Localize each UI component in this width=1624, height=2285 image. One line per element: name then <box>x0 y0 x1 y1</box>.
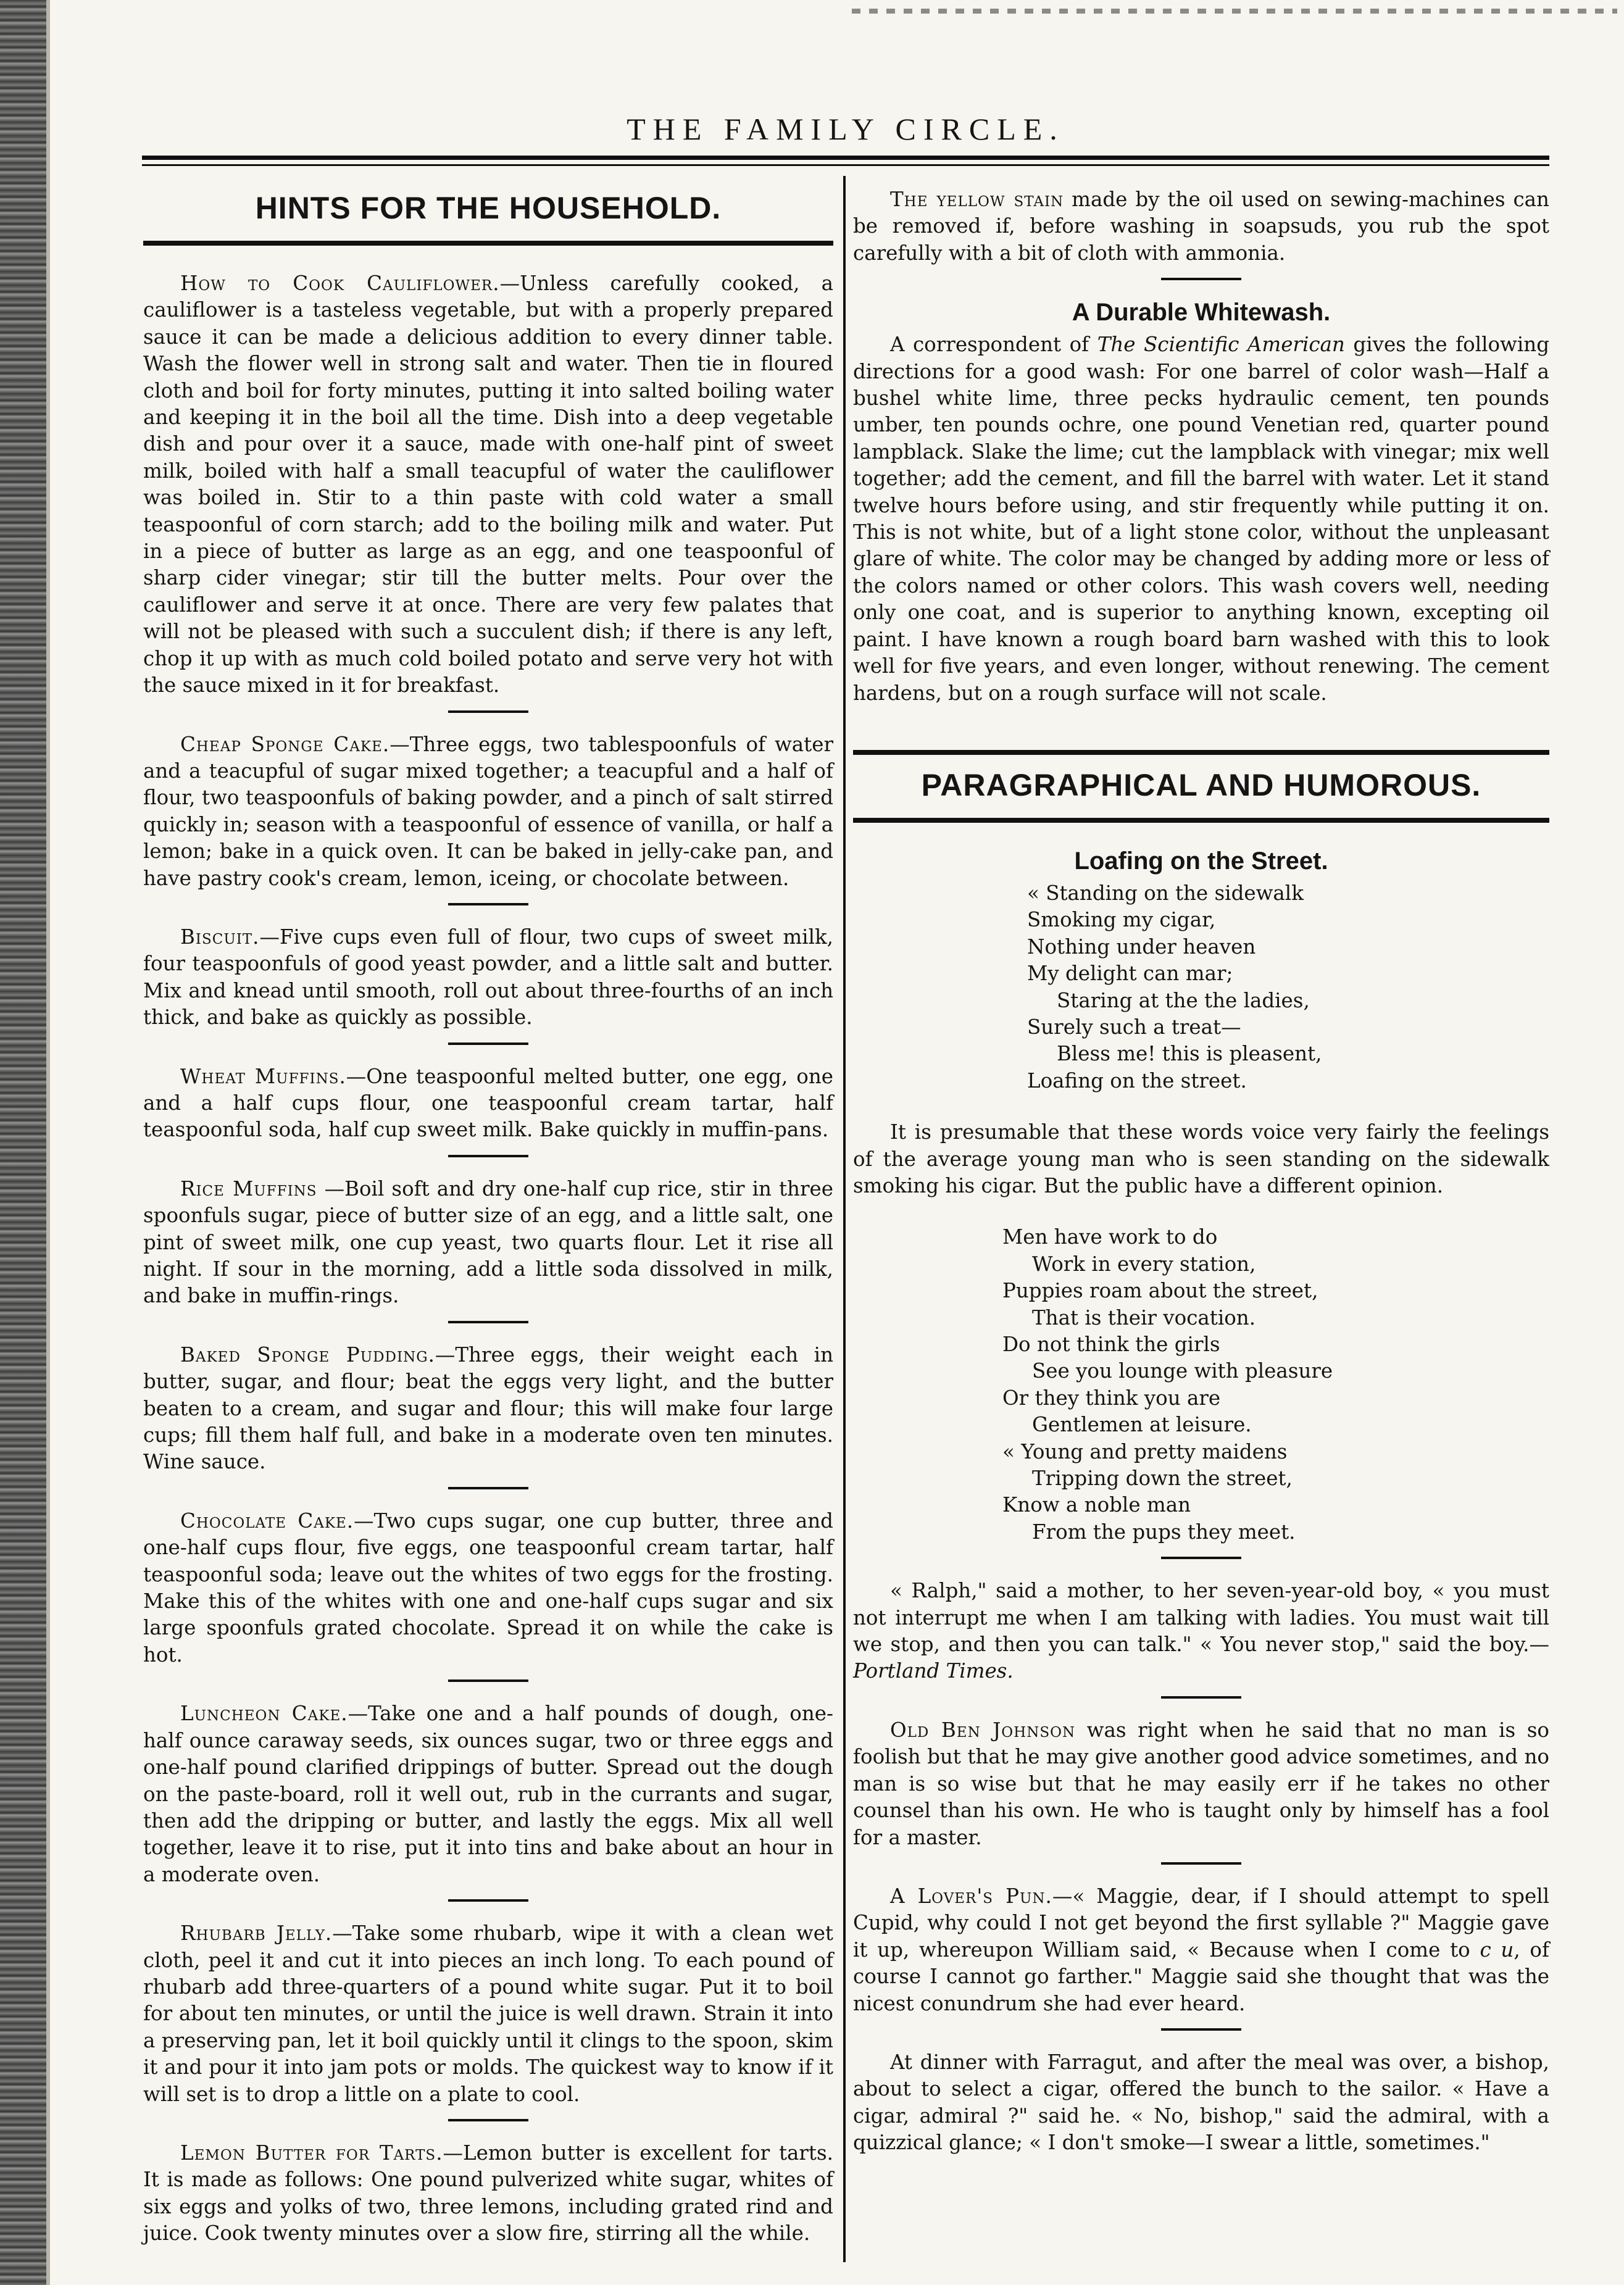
article-cauliflower: How to Cook Cauliflower.—Unless carefully cooked, a cauliflower is a tasteless vegetable, but with a properly prepared sauce it can be made a delicious addition to every dinner table. Wash the flower well in strong salt and water. Then tie in floured cloth and boil for forty minutes, putting it into salted boiling water and keeping it in the boil all the time. Dish into a deep vegetable dish and pour over it a sauce, made with one-half pint of sweet milk, boiled with half a small teacupful of water the cauliflower was boiled in. Stir to a thin paste with cold water a small teaspoonful of corn starch; add to the boiling milk and water. Put in a piece of butter as large as an egg, and one teaspoonful of sharp cider vinegar; stir till the butter melts. Pour over the cauliflower and serve it at once. There are very few palates that will not be pleased with such a succulent dish; if there is any left, chop it up with as much cold boiled potato and serve very hot with the sauce mixed in it for breakfast. <box>143 272 833 697</box>
poem-line: Surely such a treat— <box>1027 1015 1241 1039</box>
heading-rule <box>143 241 833 246</box>
separator <box>1161 1862 1241 1865</box>
article-ralph: « Ralph," said a mother, to her seven-year-old boy, « you must not interrupt me when I am talking with ladies. You must wait till we stop, and then you can talk." « You never stop," said the boy.—Portland Times. <box>853 1579 1549 1683</box>
separator <box>448 1679 528 1682</box>
heading-rule <box>853 818 1549 823</box>
separator <box>1161 1557 1241 1559</box>
poem-line: « Young and pretty maidens <box>1002 1439 1288 1463</box>
poem-line: Loafing on the street. <box>1027 1068 1247 1093</box>
article-sponge-pudding: Baked Sponge Pudding.—Three eggs, their weight each in butter, sugar, and flour; beat the eggs very light, and the butter beaten to a cream, and sugar and flour; this will make four large cups; fill them half full, and bake in a moderate oven ten minutes. Wine sauce. <box>143 1342 833 1474</box>
poem-line: Or they think you are <box>1002 1386 1221 1410</box>
masthead-rule-thin <box>142 164 1549 166</box>
article-farragut: At dinner with Farragut, and after the meal was over, a bishop, about to select a cigar, offered the bunch to the sailor. « Have a cigar, admiral ?" said he. « No, bishop," said the admiral, with a quizzical glance; « I don't smoke—I swear a little, sometimes." <box>853 2050 1549 2155</box>
poem-line: Staring at the the ladies, <box>1057 988 1310 1012</box>
separator <box>448 2119 528 2121</box>
separator <box>448 1899 528 1902</box>
section-heading-household: HINTS FOR THE HOUSEHOLD. <box>255 191 722 225</box>
poem-loafing <box>853 880 1549 1094</box>
article-biscuit: Biscuit.—Five cups even full of flour, two cups of sweet milk, four teaspoonfuls of good yeast powder, and a little salt and butter. Mix and knead until smooth, roll out about three-fourths of an inch thick, and bake as quickly as possible. <box>143 925 833 1030</box>
article-presumable: It is presumable that these words voice very fairly the feelings of the average young man who is seen standing on the sidewalk smoking his cigar. But the public have a different opinion. <box>853 1120 1549 1197</box>
article-whitewash: A correspondent of The Scientific American gives the following directions for a good wash: For one barrel of color wash—Half a bushel white lime, three pecks hydraulic cement, ten pounds umber, ten pounds ochre, one pound Venetian red, quarter pound lampblack. Slake the lime; cut the lampblack with vinegar; mix well together; add the cement, and fill the barrel with water. Let it stand twelve hours before using, and stir frequently while putting it on. This is not white, but of a light stone color, without the unpleasant glare of white. The color may be changed by adding more or less of the colors named or other colors. This wash covers well, needing only one coat, and is superior to anything known, excepting oil paint. I have known a rough board barn washed with this to look well for five years, and even longer, without renewing. The cement hardens, but on a rough surface will not scale. <box>853 333 1549 705</box>
poem-line: From the pups they meet. <box>1032 1520 1296 1544</box>
print-specks <box>852 9 1617 14</box>
masthead-rule-thick <box>142 156 1549 160</box>
article-luncheon-cake: Luncheon Cake.—Take one and a half pounds of dough, one-half ounce caraway seeds, six ounces sugar, two or three eggs and one-half pound clarified drippings of butter. Spread out the dough on the paste-board, roll it well out, rub in the currants and sugar, then add the dripping or butter, and lastly the eggs. Mix all well together, leave it to rise, put it into tins and bake about an hour in a moderate oven. <box>143 1702 833 1886</box>
heading-rule <box>853 750 1549 755</box>
binding-shadow <box>46 0 50 2285</box>
poem-line: Nothing under heaven <box>1027 934 1256 959</box>
poem-line: Tripping down the street, <box>1032 1467 1293 1491</box>
binding-edge <box>0 0 46 2285</box>
separator <box>1161 2028 1241 2031</box>
separator <box>448 903 528 905</box>
article-chocolate-cake: Chocolate Cake.—Two cups sugar, one cup butter, three and one-half cups flour, five eggs, one teaspoonful cream tartar, half teaspoonful soda; leave out the whites of two eggs for the frosting. Make this of the whites with one and one-half cups sugar and six large spoonfuls grated chocolate. Spread it on while the cake is hot. <box>143 1509 833 1667</box>
poem-line: Gentlemen at leisure. <box>1032 1413 1252 1437</box>
article-rhubarb-jelly: Rhubarb Jelly.—Take some rhubarb, wipe it with a clean wet cloth, peel it and cut it into pieces an inch long. To each pound of rhubarb add three-quarters of a pound white sugar. Put it to boil for about ten minutes, or until the juice is well drawn. Strain it into a preserving pan, let it boil quickly until it clings to the spoon, skim it and pour it into jam pots or molds. The quickest way to know if it will set is to drop a little on a plate to cool. <box>143 1921 833 2106</box>
poem-line: Bless me! this is pleasent, <box>1057 1042 1322 1066</box>
separator <box>448 1043 528 1045</box>
article-wheat-muffins: Wheat Muffins.—One teaspoonful melted butter, one egg, one and a half cups flour, one teaspoonful cream tartar, half teaspoonful soda, half cup sweet milk. Bake quickly in muffin-pans. <box>143 1064 833 1142</box>
article-lemon-butter: Lemon Butter for Tarts.—Lemon butter is excellent for tarts. It is made as follows: One pound pulverized white sugar, whites of six eggs and yolks of two, three lemons, including grated rind and juice. Cook twenty minutes over a slow fire, stirring all the while. <box>143 2141 834 2245</box>
separator <box>448 1487 528 1489</box>
article-rice-muffins: Rice Muffins —Boil soft and dry one-half cup rice, stir in three spoonfuls sugar, piece of butter size of an egg, and a little salt, one pint of sweet milk, one cup yeast, two quarts flour. Let it rise all night. If sour in the morning, add a little soda dissolved in milk, and bake in muffin-rings. <box>143 1176 833 1308</box>
poem-line: Do not think the girls <box>1002 1333 1220 1356</box>
column-divider <box>843 176 846 2262</box>
separator <box>1161 278 1241 280</box>
poem-line: Puppies roam about the street, <box>1002 1279 1318 1303</box>
article-lovers-pun: A Lover's Pun.—« Maggie, dear, if I should attempt to spell Cupid, why could I not get beyond the first syllable ?" Maggie gave it up, whereupon William said, « Because when I come to c u, of course I cannot go farther." Maggie said she thought that was the nicest conundrum she had ever heard. <box>853 1884 1549 2015</box>
whitewash-title: A Durable Whitewash. <box>1072 299 1331 327</box>
poem-line: « Standing on the sidewalk <box>1027 881 1304 905</box>
poem-line: That is their vocation. <box>1032 1305 1256 1330</box>
right-column <box>853 179 1549 2157</box>
loafing-title: Loafing on the Street. <box>1074 847 1328 875</box>
article-ben-johnson: Old Ben Johnson was right when he said that no man is so foolish but that he may give another good advice sometimes, and no man is so wise but that he may easily err if he takes no other counsel than his own. He who is taught only by himself has a fool for a master. <box>853 1718 1549 1849</box>
poem-line: Know a noble man <box>1002 1493 1191 1517</box>
left-column <box>143 179 833 2247</box>
poem-puppies <box>853 1224 1549 1546</box>
separator <box>448 1321 528 1323</box>
poem-line: Smoking my cigar, <box>1027 908 1216 932</box>
separator <box>1161 1696 1241 1699</box>
separator <box>448 1155 528 1157</box>
masthead: THE FAMILY CIRCLE. <box>627 112 1065 146</box>
article-sponge-cake: Cheap Sponge Cake.—Three eggs, two tablespoonfuls of water and a teacupful of sugar mixed together; a teacupful and a half of flour, two teaspoonfuls of baking powder, and a pinch of salt stirred quickly in; season with a teaspoonful of essence of vanilla, or half a lemon; bake in a quick oven. It can be baked in jelly-cake pan, and have pastry cook's cream, lemon, iceing, or chocolate between. <box>143 732 834 890</box>
poem-line: See you lounge with pleasure <box>1032 1359 1333 1383</box>
poem-line: My delight can mar; <box>1027 962 1233 986</box>
poem-line: Work in every station, <box>1032 1252 1256 1276</box>
section-heading-humorous: PARAGRAPHICAL AND HUMOROUS. <box>921 767 1481 802</box>
separator <box>448 710 528 713</box>
poem-line: Men have work to do <box>1002 1225 1218 1249</box>
article-yellow-stain: The yellow stain made by the oil used on sewing-machines can be removed if, before washing in soapsuds, you rub the spot carefully with a bit of cloth with ammonia. <box>853 188 1549 265</box>
